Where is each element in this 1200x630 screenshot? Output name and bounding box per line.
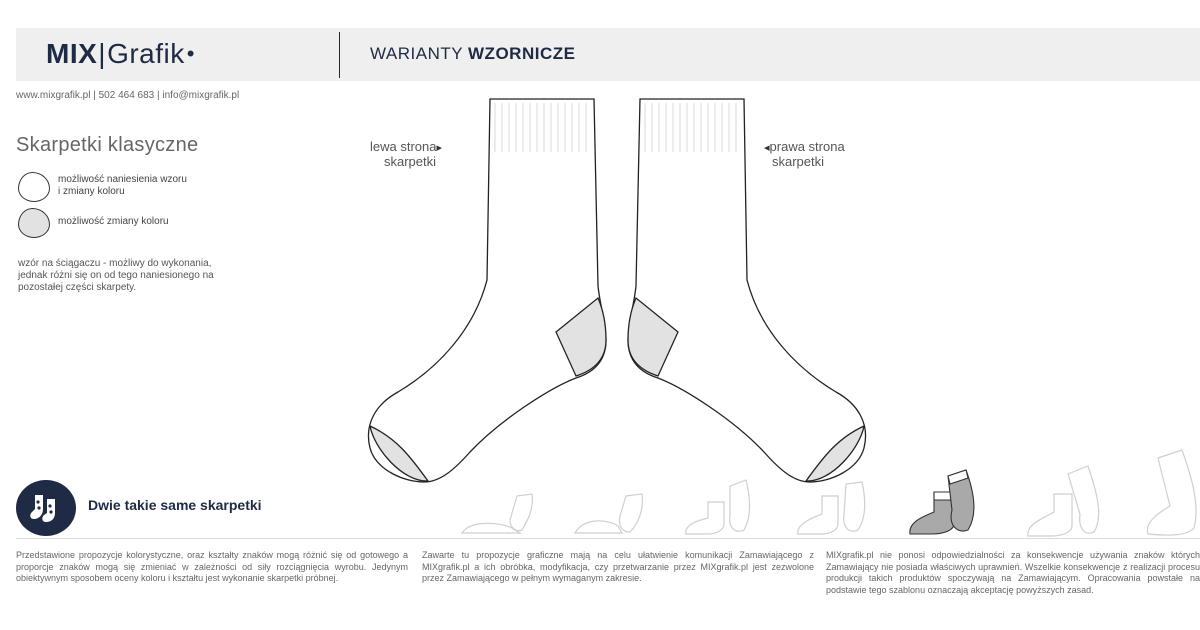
title-light: WARIANTY — [370, 44, 469, 63]
variant-tall-icon[interactable] — [1028, 466, 1099, 536]
right-arrow-icon: ▸ — [436, 142, 443, 154]
footer-col-3: MIXgrafik.pl nie ponosi odpowiedzialności za konsekwencje używania znaków których Zamawiający nie posiada właściwych uprawnień. Wszelkie konsekwencje z realizacji procesu produkcji takich produktów spoczywają na Zamawiającym. Opracowania powstałe na podstawie tego szablonu oznaczają akceptację powyższych zasad. — [826, 550, 1200, 595]
contact-line: www.mixgrafik.pl | 502 464 683 | info@mixgrafik.pl — [16, 90, 240, 101]
variant-quarter-icon[interactable] — [686, 480, 750, 534]
legend-pattern-line2: i zmiany koloru — [58, 186, 125, 197]
right-sock-outline — [628, 99, 866, 482]
variant-ankle-icon[interactable] — [575, 494, 642, 533]
variant-knee-icon[interactable] — [1147, 450, 1196, 535]
right-sock[interactable] — [628, 99, 866, 482]
left-sock[interactable] — [368, 99, 606, 482]
footer-col-2: Zawarte tu propozycje graficzne mają na celu ułatwienie komunikacji Zamawiającego z MIXgrafik.pl a ich obróbka, modyfikacja, czy przetwarzanie przez MIXgrafik.pl jest zezwolone przez Zamawiającego w pełnym wymaganym zakresie. — [422, 550, 814, 583]
cuff-note-line2: jednak różni się on od tego naniesionego na — [18, 270, 214, 281]
logo-dot: • — [186, 41, 195, 66]
socks-pair-icon — [29, 493, 63, 523]
footer-divider — [16, 538, 1200, 539]
logo-bar: | — [98, 38, 107, 69]
left-label-line2: skarpetki — [384, 154, 437, 169]
variant-crew-selected-icon[interactable] — [910, 470, 974, 534]
logo-mix: MIX — [46, 38, 98, 69]
right-label-line2: skarpetki — [772, 154, 825, 169]
footer-col-1: Przedstawione propozycje kolorystyczne, oraz kształty znaków mogą różnić się od gotowego a proporcje znaków mogą się zmieniać w zależności od siły rozciągnięcia wyrobu. Jedynym obiektywnym sposobem oceny koloru i kształtu jest wykonanie skarpetki próbnej. — [16, 550, 408, 583]
section-title: Skarpetki klasyczne — [16, 134, 199, 156]
left-label-line1: lewa strona — [370, 139, 437, 154]
left-arrow-icon: ◂ — [764, 142, 770, 154]
left-sock-outline — [368, 99, 606, 482]
pair-badge — [16, 480, 76, 536]
legend-color-text: możliwość zmiany koloru — [58, 216, 169, 227]
logo-grafik: Grafik — [107, 38, 185, 69]
badge-label: Dwie takie same skarpetki — [88, 497, 262, 513]
title-bold: WZORNICZE — [468, 44, 576, 63]
variant-crew-low-icon[interactable] — [798, 482, 865, 534]
cuff-note-line1: wzór na ściągaczu - możliwy do wykonania, — [18, 258, 212, 269]
right-label-line1: prawa strona — [769, 139, 845, 154]
legend-pattern-line1: możliwość naniesienia wzoru — [58, 174, 187, 185]
variant-no-show-icon[interactable] — [462, 494, 532, 533]
cuff-note-line3: pozostałej części skarpety. — [18, 282, 137, 293]
